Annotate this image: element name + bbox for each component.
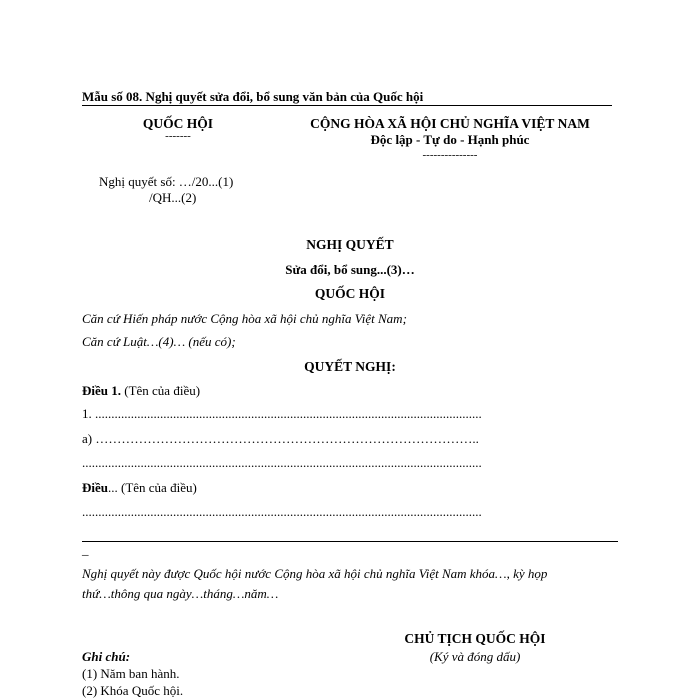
article-1-item-a: a) …………………………………………………………………………….. [82, 431, 479, 446]
notes-heading: Ghi chú: [82, 649, 131, 664]
article-n-label: Điều [82, 480, 108, 495]
doc-type-title: NGHỊ QUYẾT [306, 237, 394, 252]
resolution-number: Nghị quyết số: …/20...(1) [99, 174, 234, 189]
article-1-title: (Tên của điều) [121, 383, 201, 398]
article-1 [82, 383, 200, 399]
article-1-item-more: ........................................................................................................................... [82, 455, 482, 470]
closing-line-2: thứ…thông qua ngày…tháng…năm… [82, 586, 279, 601]
resolution-number-suffix: /QH...(2) [149, 190, 197, 205]
form-title: Mẫu số 08. Nghị quyết sửa đổi, bổ sung văn bản của Quốc hội [82, 89, 424, 104]
article-1-label: Điều 1. [82, 383, 121, 398]
decision-heading: QUYẾT NGHỊ: [304, 359, 396, 374]
article-n-line: ........................................................................................................................... [82, 504, 482, 519]
issuer-underline: ------- [165, 130, 191, 142]
state-motto: Độc lập - Tự do - Hạnh phúc [370, 132, 530, 147]
state-name: CỘNG HÒA XÃ HỘI CHỦ NGHĨA VIỆT NAM [310, 116, 590, 131]
article-n [82, 480, 197, 496]
header-rule [82, 105, 612, 106]
body-separator [82, 541, 618, 542]
signature-note: (Ký và đóng dấu) [429, 649, 521, 664]
issuer-name: QUỐC HỘI [142, 116, 214, 131]
state-underline: --------------- [422, 149, 478, 161]
closing-line-1: Nghị quyết này được Quốc hội nước Cộng hòa xã hội chủ nghĩa Việt Nam khóa…, kỳ họp [82, 566, 548, 581]
note-2: (2) Khóa Quốc hội. [82, 683, 184, 698]
basis-constitution: Căn cứ Hiến pháp nước Cộng hòa xã hội chủ nghĩa Việt Nam; [82, 311, 407, 326]
authority-title: QUỐC HỘI [314, 286, 386, 301]
note-1: (1) Năm ban hành. [82, 666, 180, 681]
basis-law: Căn cứ Luật…(4)… (nếu có); [82, 334, 236, 349]
article-n-title: ... (Tên của điều) [108, 480, 197, 495]
doc-subject: Sửa đổi, bổ sung...(3)… [285, 262, 415, 277]
separator-dash: _ [82, 542, 89, 557]
article-1-item-1: 1. ....................................................................................................................... [82, 406, 482, 421]
signature-title: CHỦ TỊCH QUỐC HỘI [404, 631, 546, 646]
